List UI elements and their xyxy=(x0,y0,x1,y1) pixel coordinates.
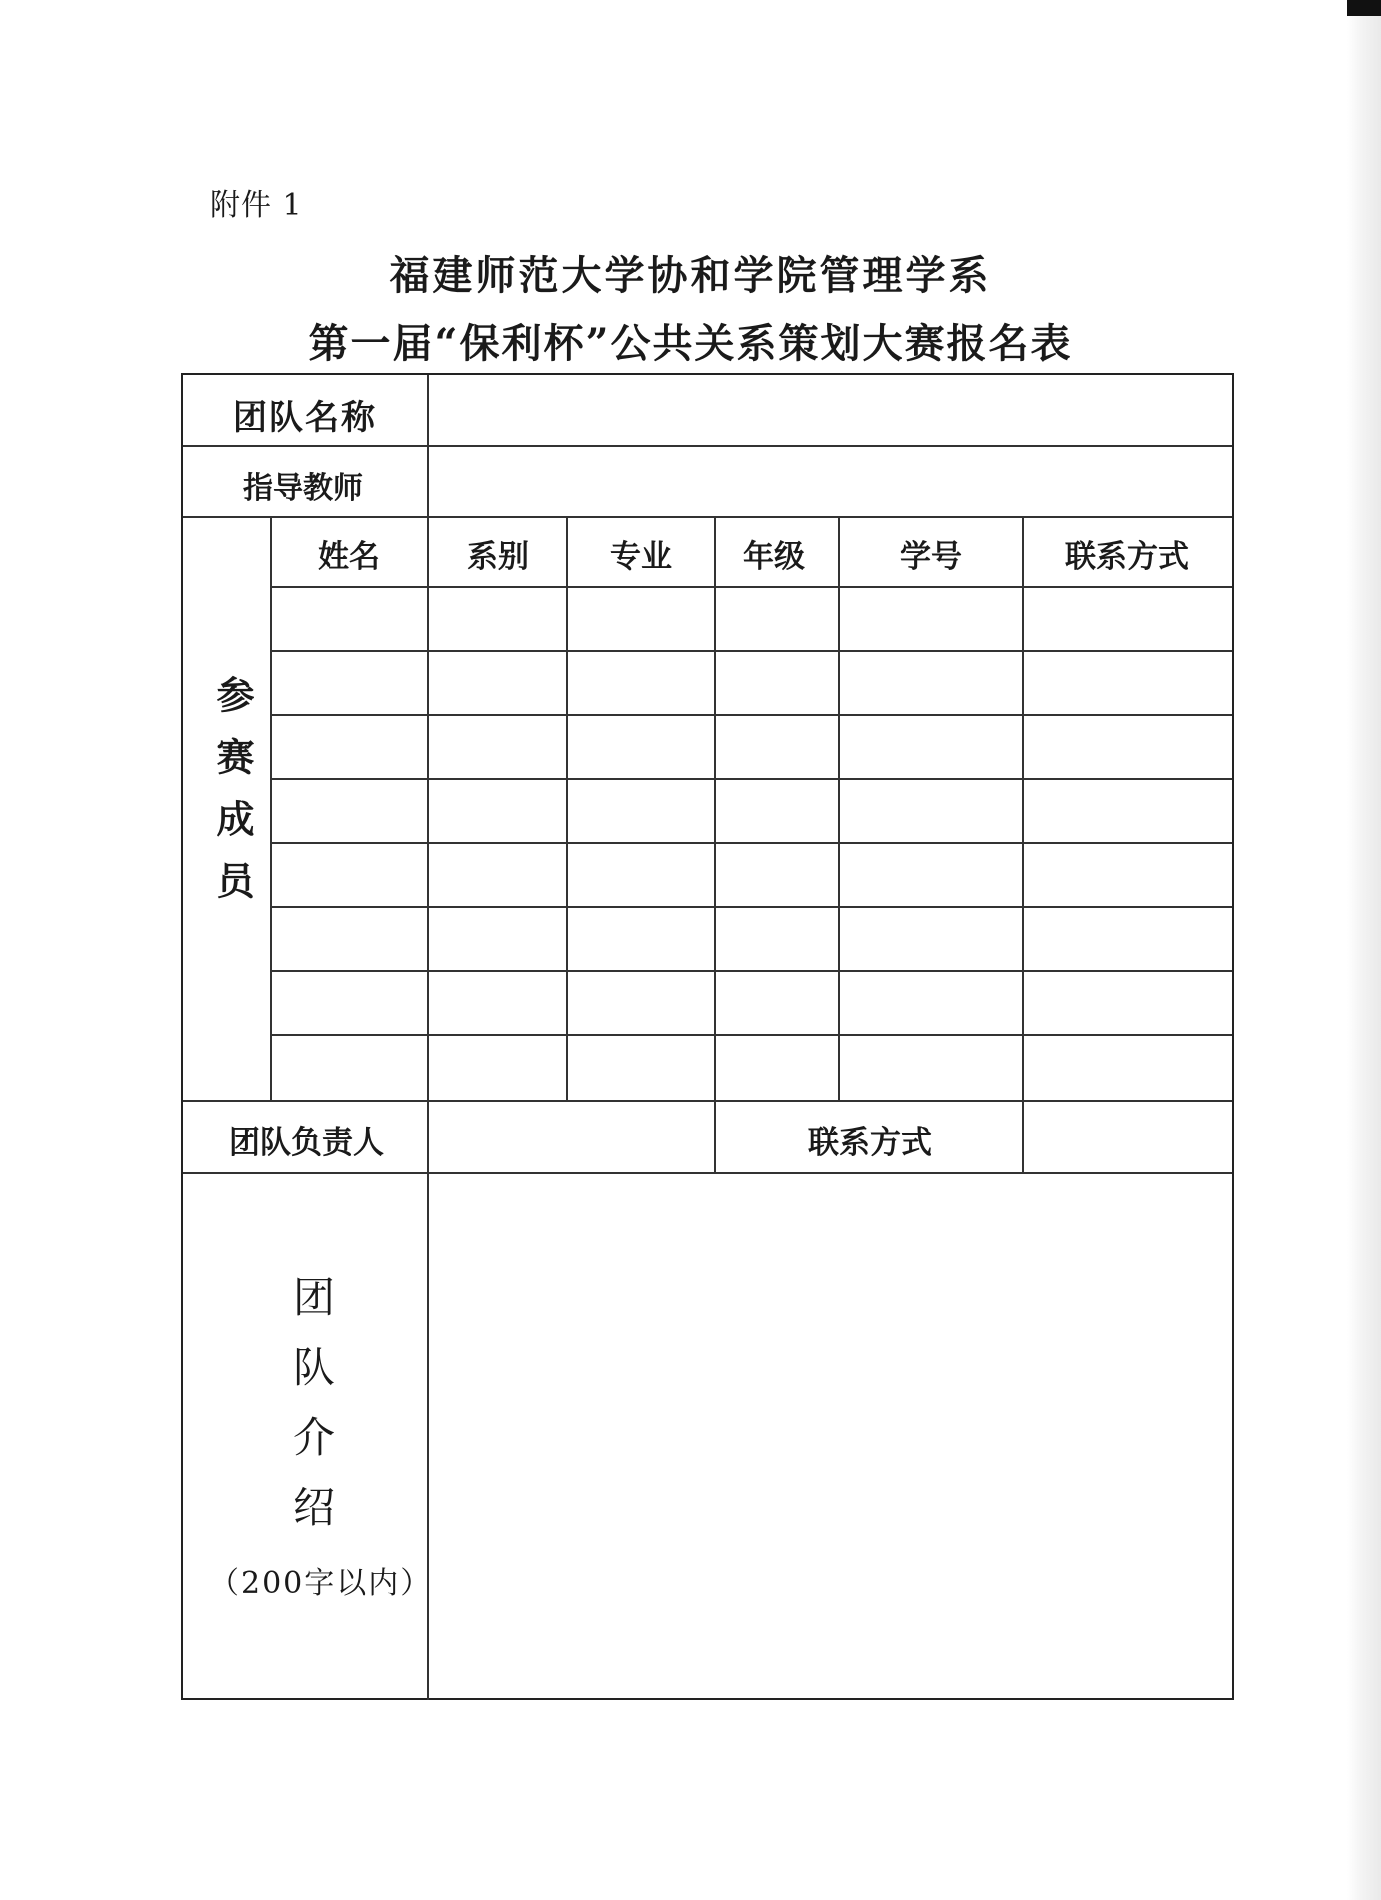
member-cell-name[interactable] xyxy=(272,908,427,970)
member-cell-name[interactable] xyxy=(272,652,427,714)
member-cell-grade[interactable] xyxy=(716,652,838,714)
member-cell-contact[interactable] xyxy=(1024,716,1232,778)
member-cell-department[interactable] xyxy=(429,780,566,842)
member-cell-major[interactable] xyxy=(568,652,714,714)
member-cell-name[interactable] xyxy=(272,716,427,778)
member-cell-name[interactable] xyxy=(272,1036,427,1100)
column-header-grade: 年级 xyxy=(743,539,805,575)
member-cell-major[interactable] xyxy=(568,588,714,650)
member-cell-student-id[interactable] xyxy=(840,588,1022,650)
rule-advisor-bottom xyxy=(183,516,1232,518)
member-cell-major[interactable] xyxy=(568,844,714,906)
member-cell-major[interactable] xyxy=(568,972,714,1034)
member-cell-department[interactable] xyxy=(429,716,566,778)
member-cell-grade[interactable] xyxy=(716,972,838,1034)
registration-form-table xyxy=(181,373,1234,1700)
member-cell-name[interactable] xyxy=(272,588,427,650)
member-cell-department[interactable] xyxy=(429,908,566,970)
member-cell-contact[interactable] xyxy=(1024,652,1232,714)
member-cell-department[interactable] xyxy=(429,972,566,1034)
attachment-label: 附件 1 xyxy=(210,188,303,223)
member-cell-grade[interactable] xyxy=(716,588,838,650)
column-header-major: 专业 xyxy=(610,539,672,575)
team-leader-label: 团队负责人 xyxy=(229,1125,384,1161)
member-cell-student-id[interactable] xyxy=(840,652,1022,714)
member-cell-contact[interactable] xyxy=(1024,780,1232,842)
member-cell-student-id[interactable] xyxy=(840,972,1022,1034)
member-cell-major[interactable] xyxy=(568,1036,714,1100)
member-cell-student-id[interactable] xyxy=(840,844,1022,906)
member-cell-department[interactable] xyxy=(429,1036,566,1100)
column-header-student-id: 学号 xyxy=(900,539,962,575)
form-title-line1: 福建师范大学协和学院管理学系 xyxy=(389,252,992,299)
member-cell-major[interactable] xyxy=(568,780,714,842)
form-title-line2: 第一届“保利杯”公共关系策划大赛报名表 xyxy=(308,320,1073,367)
team-name-label: 团队名称 xyxy=(233,398,377,438)
member-cell-department[interactable] xyxy=(429,652,566,714)
member-cell-department[interactable] xyxy=(429,844,566,906)
team-intro-field[interactable] xyxy=(429,1174,1232,1700)
member-cell-student-id[interactable] xyxy=(840,908,1022,970)
team-intro-word-limit: （200字以内） xyxy=(209,1566,433,1601)
member-cell-contact[interactable] xyxy=(1024,588,1232,650)
leader-contact-field[interactable] xyxy=(1024,1102,1232,1172)
member-cell-contact[interactable] xyxy=(1024,844,1232,906)
member-cell-student-id[interactable] xyxy=(840,716,1022,778)
column-header-name: 姓名 xyxy=(318,539,380,575)
member-cell-contact[interactable] xyxy=(1024,1036,1232,1100)
members-label: 参赛成员 xyxy=(210,675,255,923)
column-header-department: 系别 xyxy=(467,539,529,575)
member-cell-major[interactable] xyxy=(568,716,714,778)
member-cell-grade[interactable] xyxy=(716,844,838,906)
member-cell-grade[interactable] xyxy=(716,908,838,970)
member-cell-name[interactable] xyxy=(272,780,427,842)
advisor-label: 指导教师 xyxy=(243,471,363,506)
member-cell-grade[interactable] xyxy=(716,780,838,842)
leader-contact-label: 联系方式 xyxy=(808,1125,932,1161)
member-cell-contact[interactable] xyxy=(1024,908,1232,970)
member-cell-contact[interactable] xyxy=(1024,972,1232,1034)
team-intro-label: 团队介绍 xyxy=(287,1275,336,1555)
member-cell-student-id[interactable] xyxy=(840,780,1022,842)
team-name-field[interactable] xyxy=(429,375,1232,445)
scan-corner-mark xyxy=(1347,0,1381,16)
member-cell-name[interactable] xyxy=(272,972,427,1034)
member-cell-major[interactable] xyxy=(568,908,714,970)
member-cell-grade[interactable] xyxy=(716,1036,838,1100)
team-leader-field[interactable] xyxy=(429,1102,714,1172)
member-cell-name[interactable] xyxy=(272,844,427,906)
advisor-field[interactable] xyxy=(429,447,1232,516)
column-header-contact: 联系方式 xyxy=(1065,539,1189,575)
member-cell-student-id[interactable] xyxy=(840,1036,1022,1100)
member-cell-grade[interactable] xyxy=(716,716,838,778)
member-cell-department[interactable] xyxy=(429,588,566,650)
